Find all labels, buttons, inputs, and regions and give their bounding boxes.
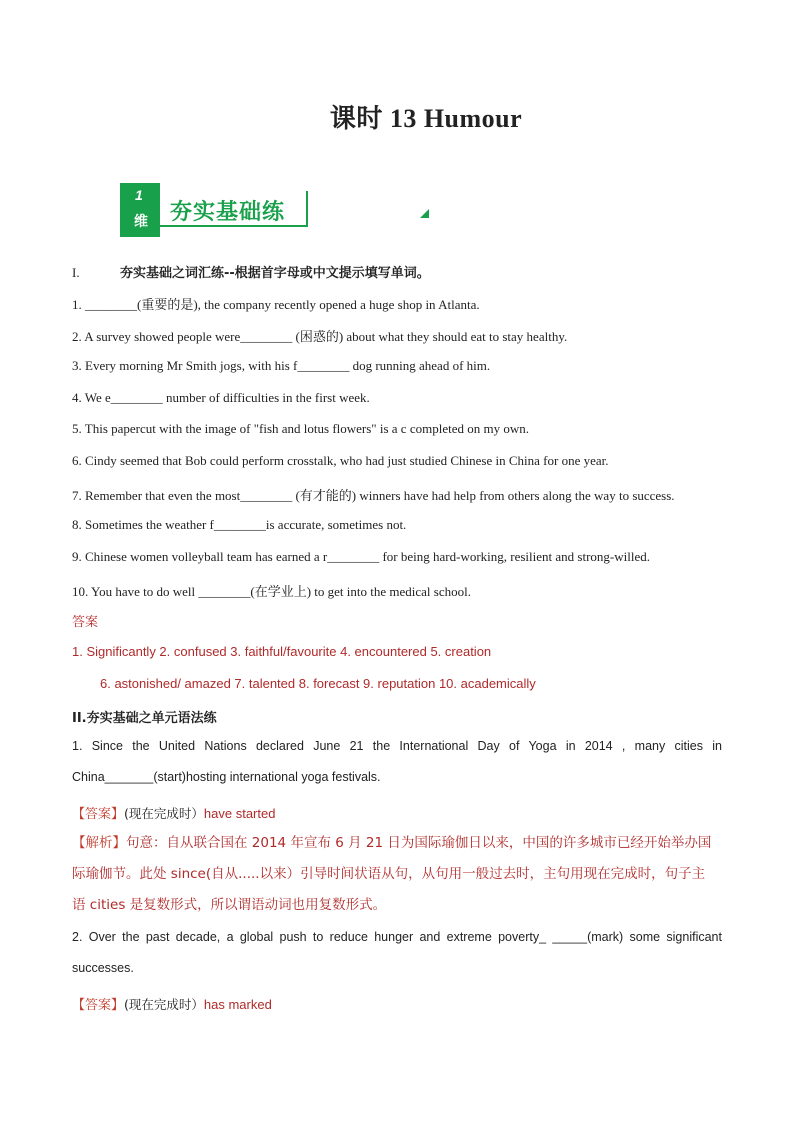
- grammar-question-2-line1: 2. Over the past decade, a global push to reduce hunger and extreme poverty_ _____(mark) some significant: [72, 930, 722, 944]
- answer-value-2: has marked: [203, 997, 272, 1012]
- question-6: 6. Cindy seemed that Bob could perform crosstalk, who had just studied Chinese in China for one year.: [72, 453, 609, 468]
- answer-label: 【答案】: [72, 807, 125, 822]
- question-1: 1. ________(重要的是), the company recently opened a huge shop in Atlanta.: [72, 297, 480, 312]
- answer-heading: 答案: [72, 615, 99, 630]
- section1-heading-text: 夯实基础之词汇练--根据首字母或中文提示填写单词。: [120, 266, 430, 281]
- grammar-answer-1: [72, 803, 275, 822]
- answer-value: have started: [203, 806, 276, 821]
- analysis-line-3: 语 cities 是复数形式，所以谓语动词也用复数形式。: [72, 897, 387, 913]
- question-3: 3. Every morning Mr Smith jogs, with his f________ dog running ahead of him.: [72, 358, 491, 373]
- grammar-question-2-line2: successes.: [72, 961, 134, 975]
- answer-line-2: 6. astonished/ amazed 7. talented 8. forecast 9. reputation 10. academically: [100, 676, 536, 691]
- analysis-line-1: 句意：自从联合国在 2014 年宣布 6 月 21 日为国际瑜伽日以来，中国的许多城市已经开始举办国: [126, 835, 712, 851]
- section-banner: [120, 183, 316, 239]
- answer-label-2: 【答案】: [72, 998, 125, 1013]
- banner-corner-icon: [420, 209, 429, 218]
- grammar-answer-2: [72, 994, 272, 1013]
- section1-roman: I.: [72, 265, 80, 280]
- section1-heading: [72, 262, 430, 281]
- grammar-question-1-line2: China_______(start)hosting international yoga festivals.: [72, 770, 381, 784]
- question-9: 9. Chinese women volleyball team has earned a r________ for being hard-working, resilient and strong-willed.: [72, 549, 650, 564]
- banner-badge: [120, 183, 160, 237]
- answer-tense-2: (现在完成时）: [124, 997, 204, 1012]
- grammar-question-2: [72, 922, 722, 984]
- page-title: 课时 13 Humour: [329, 104, 523, 133]
- grammar-question-1-line1: 1. Since the United Nations declared June 21 the International Day of Yoga in 2014 , many cities in: [72, 739, 722, 753]
- question-8: 8. Sometimes the weather f________is accurate, sometimes not.: [72, 517, 407, 532]
- banner-number: 1: [135, 187, 143, 203]
- question-2: 2. A survey showed people were________ (困惑的) about what they should eat to stay healthy.: [72, 329, 568, 344]
- analysis-label: 【解析】: [72, 835, 126, 851]
- question-5: 5. This papercut with the image of "fish and lotus flowers" is a c completed on my own.: [72, 421, 529, 436]
- question-4: 4. We e________ number of difficulties in the first week.: [72, 390, 370, 405]
- question-10: 10. You have to do well ________(在学业上) to get into the medical school.: [72, 584, 471, 599]
- banner-label: 夯实基础练: [170, 200, 286, 225]
- grammar-question-1: [72, 731, 722, 793]
- answer-tense: (现在完成时）: [124, 806, 204, 821]
- section2-heading: II.夯实基础之单元语法练: [72, 711, 217, 726]
- analysis-line-2: 际瑜伽节。此处 since(自从.....以来）引导时间状语从句，从句用一般过去时，主句用现在完成时，句子主: [72, 866, 706, 882]
- banner-char: 维: [134, 214, 148, 230]
- answer-line-1: 1. Significantly 2. confused 3. faithful/favourite 4. encountered 5. creation: [72, 644, 492, 659]
- question-7: 7. Remember that even the most________ (有才能的) winners have had help from others along the way to success.: [72, 488, 675, 503]
- grammar-analysis-1: [72, 828, 724, 921]
